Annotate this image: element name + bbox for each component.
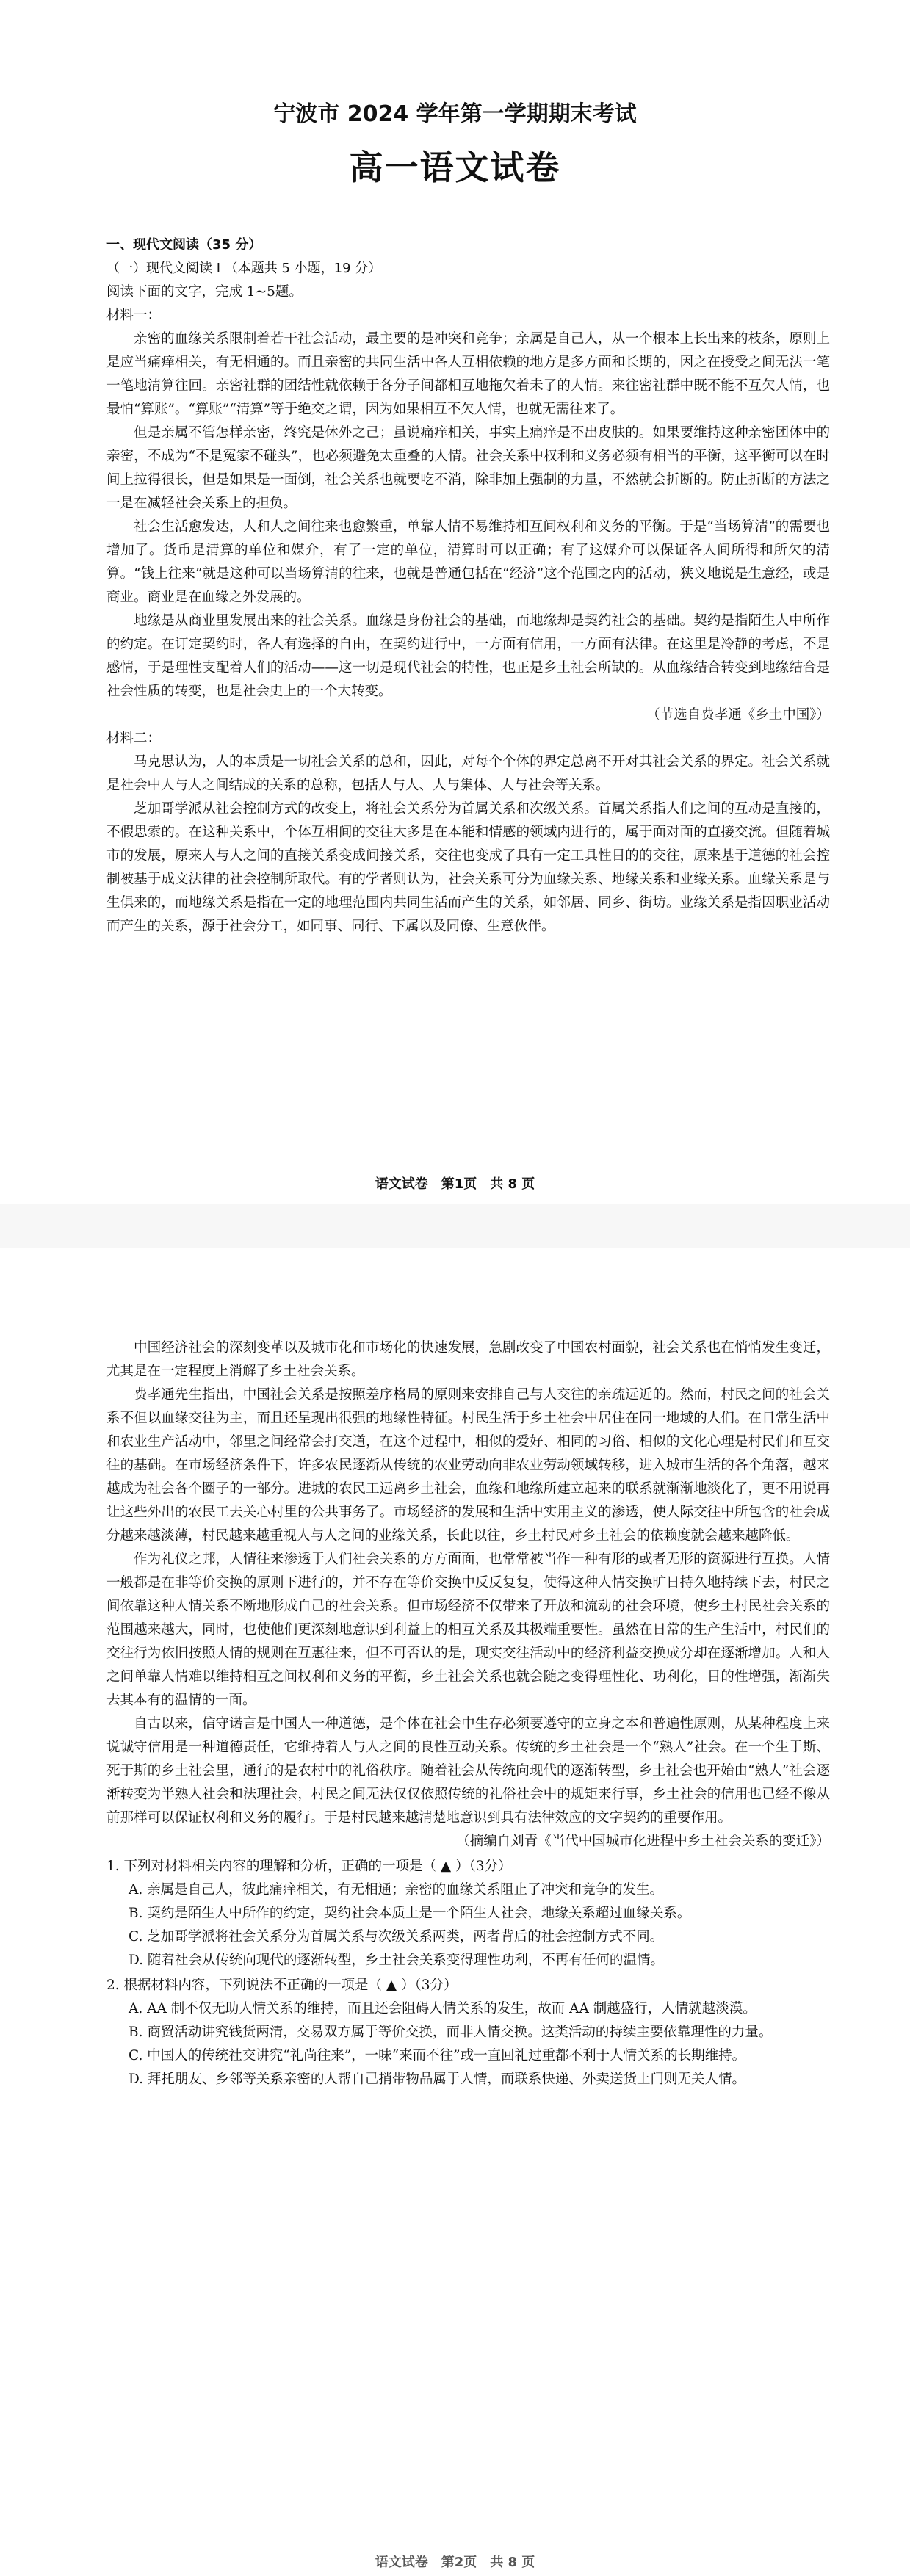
question-2-option-c: C. 中国人的传统社交讲究“礼尚往来”，一味“来而不往”或一直回礼过重都不利于人情关系的长期维持。 bbox=[129, 2048, 746, 2063]
question-1-option-d: D. 随着社会从传统向现代的逐渐转型，乡土社会关系变得理性功利，不再有任何的温情。 bbox=[129, 1953, 664, 1968]
page-footer: 语文试卷 第1页 共 8 页 bbox=[375, 1176, 535, 1192]
question-2-option-d: D. 拜托朋友、乡邻等关系亲密的人帮自己捎带物品属于人情，而联系快递、外卖送货上门则无关人情。 bbox=[129, 2072, 745, 2087]
question-1-options bbox=[129, 1878, 830, 1972]
page2-content bbox=[106, 1336, 830, 2091]
material2-label: 材料二： bbox=[106, 731, 162, 746]
question-1-option-c: C. 芝加哥学派将社会关系分为首属关系与次级关系两类，两者背后的社会控制方式不同。 bbox=[129, 1929, 664, 1944]
exam-page-1 bbox=[0, 0, 910, 1204]
question-2-stem: 2. 根据材料内容，下列说法不正确的一项是（ ▲ ）（3分） bbox=[106, 1978, 458, 1993]
question-1-option-b: B. 契约是陌生人中所作的约定，契约社会本质上是一个陌生人社会，地缘关系超过血缘关系。 bbox=[129, 1906, 691, 1921]
material1-paragraph: 社会生活愈发达，人和人之间往来也愈繁重，单靠人情不易维持相互间权利和义务的平衡。于是“当场算清”的需要也增加了。货币是清算的单位和媒介，有了一定的单位，清算时可以正确；有了这媒介可以保证各人间所得和所欠的清算。“钱上往来”就是这种可以当场算清的往来，也就是普通包括在“经济”这个范围之内的活动，狭义地说是生意经，或是商业。商业是在血缘之外发展的。 bbox=[106, 519, 830, 605]
page1-content bbox=[106, 234, 830, 938]
material1-source: （节选自费孝通《乡土中国》） bbox=[646, 707, 830, 723]
question-2-options bbox=[129, 1997, 830, 2091]
material2-paragraph: 自古以来，信守诺言是中国人一种道德，是个体在社会中生存必须要遵守的立身之本和普遍性原则，从某种程度上来说诚守信用是一种道德责任，它维持着人与人之间的良性互动关系。传统的乡土社会是一个“熟人”社会。在一个生于斯、死于斯的乡土社会里，通行的是农村中的礼俗秩序。随着社会从传统向现代的逐渐转型，乡土社会也开始由“熟人”社会逐渐转变为半熟人社会和法理社会，村民之间无法仅仅依照传统的礼俗社会中的规矩来行事，乡土社会的信用也已经不像从前那样可以保证权利和义务的履行。于是村民越来越清楚地意识到具有法律效应的文字契约的重要作用。 bbox=[106, 1716, 830, 1826]
material1-paragraph: 但是亲属不管怎样亲密，终究是休外之己；虽说痛痒相关，事实上痛痒是不出皮肤的。如果要维持这种亲密团体中的亲密，不成为“不是冤家不碰头”，也必须避免太重叠的人情。社会关系中权利和义务必须有相当的平衡，这平衡可以在时间上拉得很长，但是如果是一面倒，社会关系也就要吃不消，除非加上强制的力量，不然就会折断的。防止折断的方法之一是在减轻社会关系上的担负。 bbox=[106, 425, 830, 511]
material2-paragraph: 费孝通先生指出，中国社会关系是按照差序格局的原则来安排自己与人交往的亲疏远近的。然而，村民之间的社会关系不但以血缘交往为主，而且还呈现出很强的地缘性特征。村民生活于乡土社会中居住在同一地域的人们。在日常生活中和农业生产活动中，邻里之间经常会打交道，在这个过程中，相似的爱好、相同的习俗、相似的文化心理是村民们和互交往的基础。在市场经济条件下，许多农民逐渐从传统的农业劳动向非农业劳动领域转移，进入城市生活的各个角落，越来越成为社会各个圈子的一部分。进城的农民工远离乡土社会，血缘和地缘所建立起来的联系就渐渐地淡化了，更不用说再让这些外出的农民工去关心村里的公共事务了。市场经济的发展和生活中实用主义的渗透，使人际交往中所包含的社会成分越来越淡薄，村民越来越重视人与人之间的业缘关系，长此以往，乡土村民对乡土社会的依赖度就会越来越降低。 bbox=[106, 1387, 830, 1544]
material2-paragraph: 作为礼仪之邦，人情往来渗透于人们社会关系的方方面面，也常常被当作一种有形的或者无形的资源进行互换。人情一般都是在非等价交换的原则下进行的，并不存在等价交换中反反复复，使得这种人情交换旷日持久地持续下去，村民之间依靠这种人情关系不断地形成自己的社会关系。但市场经济不仅带来了开放和流动的社会环境，使乡土村民社会关系的范围越来越大，同时，也使他们更深刻地意识到利益上的相互关系及其极端重要性。虽然在日常的生产生活中，村民们的交往行为依旧按照人情的规则在互惠往来，但不可否认的是，现实交往活动中的经济利益交换成分却在逐渐增加。人和人之间单靠人情难以维持相互之间权利和义务的平衡，乡土社会关系也就会随之变得理性化、功利化，目的性增强，渐渐失去其本有的温情的一面。 bbox=[106, 1552, 830, 1708]
material2-paragraph: 中国经济社会的深刻变革以及城市化和市场化的快速发展，急剧改变了中国农村面貌，社会关系也在悄悄发生变迁，尤其是在一定程度上消解了乡土社会关系。 bbox=[106, 1340, 830, 1379]
exam-title: 宁波市 2024 学年第一学期期末考试 bbox=[273, 101, 637, 127]
material1-paragraph: 地缘是从商业里发展出来的社会关系。血缘是身份社会的基础，而地缘却是契约社会的基础。契约是指陌生人中所作的约定。在订定契约时，各人有选择的自由，在契约进行中，一方面有信用，一方面有法律。在这里是冷静的考虑，不是感情，于是理性支配着人们的活动——这一切是现代社会的特性，也正是乡土社会所缺的。从血缘结合转变到地缘结合是社会性质的转变，也是社会史上的一个大转变。 bbox=[106, 613, 830, 699]
exam-page-2 bbox=[0, 1248, 910, 2576]
question-2-option-b: B. 商贸活动讲究钱货两清，交易双方属于等价交换，而非人情交换。这类活动的持续主要依靠理性的力量。 bbox=[129, 2025, 773, 2040]
section-heading: 一、现代文阅读（35 分） bbox=[106, 237, 262, 253]
material2-paragraph: 芝加哥学派从社会控制方式的改变上，将社会关系分为首属关系和次级关系。首属关系指人们之间的互动是直接的，不假思索的。在这种关系中，个体互相间的交往大多是在本能和情感的领域内进行的，属于面对面的直接交流。但随着城市的发展，原来人与人之间的直接关系变成间接关系，交往也变成了具有一定工具性目的的交往，原来基于道德的社会控制被基于成文法律的社会控制所取代。有的学者则认为，社会关系可分为血缘关系、地缘关系和业缘关系。血缘关系是与生俱来的，而地缘关系是指在一定的地理范围内共同生活而产生的关系，如邻居、同乡、街坊。业缘关系是指因职业活动而产生的关系，源于社会分工，如同事、同行、下属以及同僚、生意伙伴。 bbox=[106, 801, 830, 934]
question-1-option-a: A. 亲属是自己人，彼此痛痒相关，有无相通；亲密的血缘关系阻止了冲突和竞争的发生。 bbox=[129, 1882, 664, 1897]
exam-subtitle: 高一语文试卷 bbox=[349, 148, 561, 187]
page-footer: 语文试卷 第2页 共 8 页 bbox=[375, 2555, 535, 2570]
question-2-option-a: A. AA 制不仅无助人情关系的维持，而且还会阻碍人情关系的发生，故而 AA 制越盛行，人情就越淡漠。 bbox=[129, 2001, 756, 2016]
material2-source: （摘编自刘青《当代中国城市化进程中乡土社会关系的变迁》） bbox=[456, 1834, 830, 1849]
material1-label: 材料一： bbox=[106, 308, 162, 323]
material2-paragraph: 马克思认为，人的本质是一切社会关系的总和，因此，对每个个体的界定总离不开对其社会关系的界定。社会关系就是社会中人与人之间结成的关系的总称，包括人与人、人与集体、人与社会等关系。 bbox=[106, 754, 830, 793]
question-1-stem: 1. 下列对材料相关内容的理解和分析，正确的一项是（ ▲ ）（3分） bbox=[106, 1859, 512, 1874]
material1-paragraph: 亲密的血缘关系限制着若干社会活动，最主要的是冲突和竞争；亲属是自己人，从一个根本上长出来的枝条，原则上是应当痛痒相关，有无相通的。而且亲密的共同生活中各人互相依赖的地方是多方面和长期的，因之在授受之间无法一笔一笔地清算往回。亲密社群的团结性就依赖于各分子间都相互地拖欠着未了的人情。来往密社群中既不能不互欠人情，也最怕“算账”。“算账”“清算”等于绝交之谓，因为如果相互不欠人情，也就无需往来了。 bbox=[106, 331, 830, 417]
instruction-text: 阅读下面的文字，完成 1~5题。 bbox=[106, 284, 303, 300]
subsection-heading: （一）现代文阅读 I （本题共 5 小题，19 分） bbox=[106, 261, 382, 276]
page-gap bbox=[0, 1204, 910, 1248]
